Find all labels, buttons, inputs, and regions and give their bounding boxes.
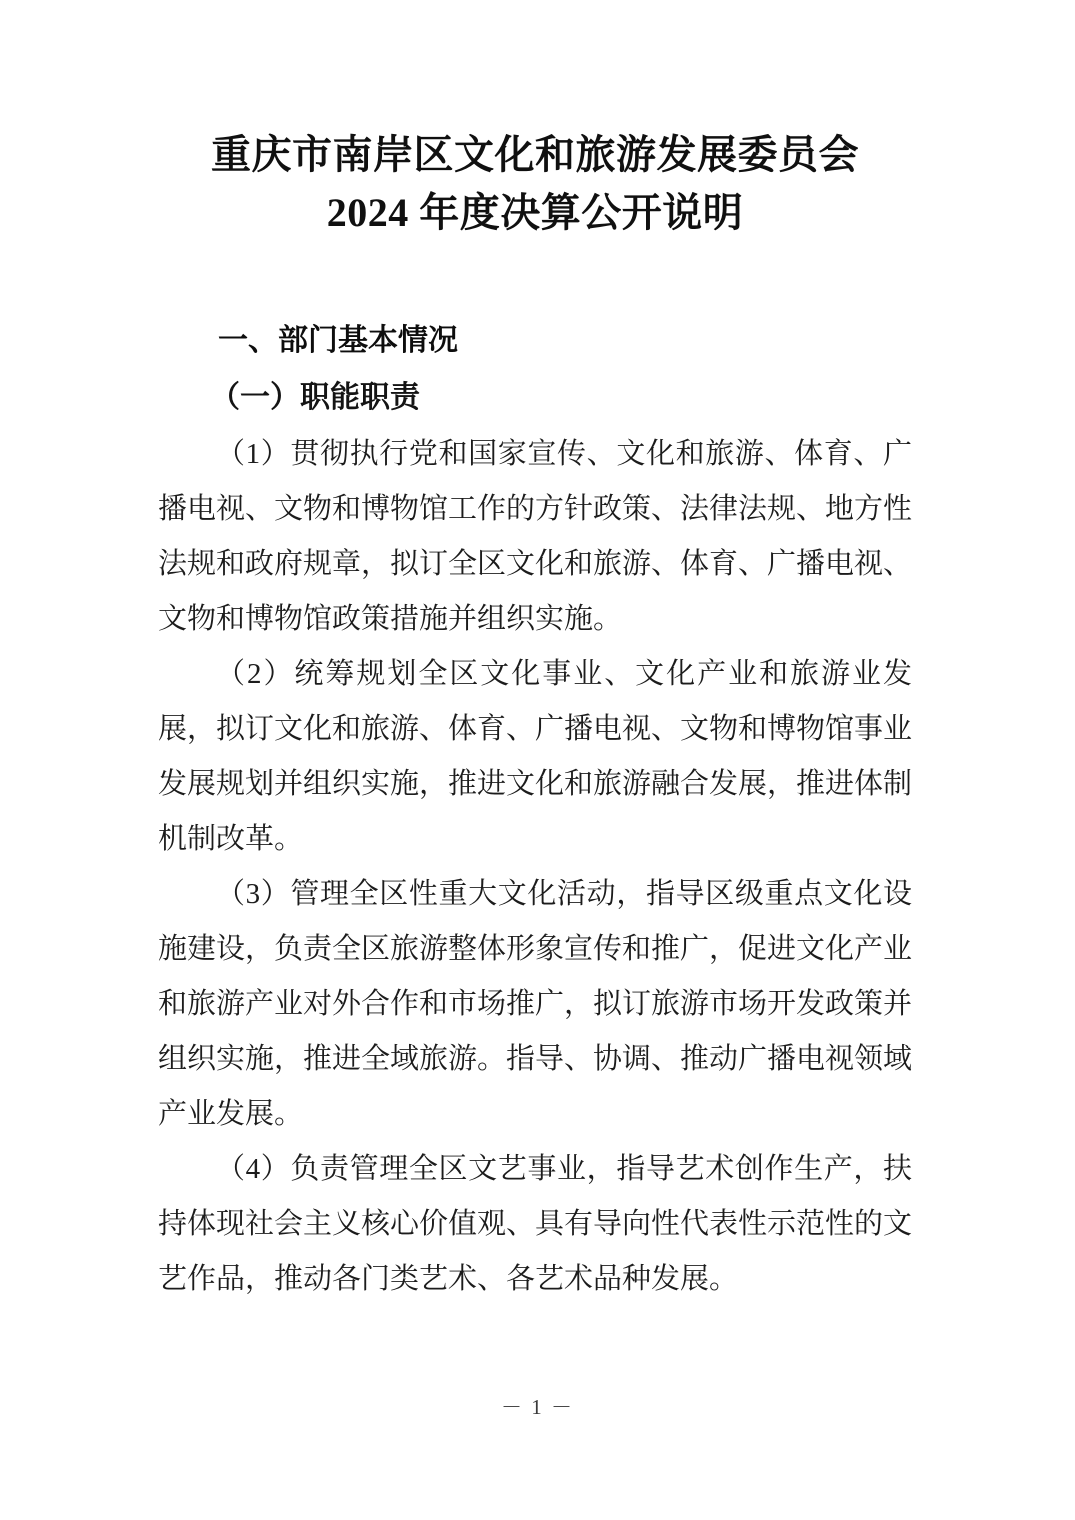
subsection-heading-duties: （一）职能职责 — [210, 381, 420, 414]
page-number: － 1 － — [501, 1395, 574, 1419]
paragraph-duty-1: （1）贯彻执行党和国家宣传、文化和旅游、体育、广播电视、文物和博物馆工作的方针政策、法律法规、地方性法规和政府规章，拟订全区文化和旅游、体育、广播电视、文物和博物馆政策措施并组织实施。 — [158, 438, 913, 635]
body-text — [158, 427, 912, 1307]
section-heading-basic-situation: 一、部门基本情况 — [218, 324, 458, 357]
paragraph-duty-2: （2）统筹规划全区文化事业、文化产业和旅游业发展，拟订文化和旅游、体育、广播电视、文物和博物馆事业发展规划并组织实施，推进文化和旅游融合发展，推进体制机制改革。 — [158, 658, 913, 855]
document-title-line-1: 重庆市南岸区文化和旅游发展委员会 — [211, 132, 859, 177]
paragraph-duty-3: （3）管理全区性重大文化活动，指导区级重点文化设施建设，负责全区旅游整体形象宣传和推广，促进文化产业和旅游产业对外合作和市场推广，拟订旅游市场开发政策并组织实施，推进全域旅游。指导、协调、推动广播电视领域产业发展。 — [158, 878, 913, 1130]
document-content — [0, 126, 1075, 1307]
document-title-line-2: 2024 年度决算公开说明 — [326, 190, 744, 235]
paragraph-duty-4: （4）负责管理全区文艺事业，指导艺术创作生产，扶持体现社会主义核心价值观、具有导向性代表性示范性的文艺作品，推动各门类艺术、各艺术品种发展。 — [158, 1153, 913, 1295]
document-title — [158, 126, 912, 242]
